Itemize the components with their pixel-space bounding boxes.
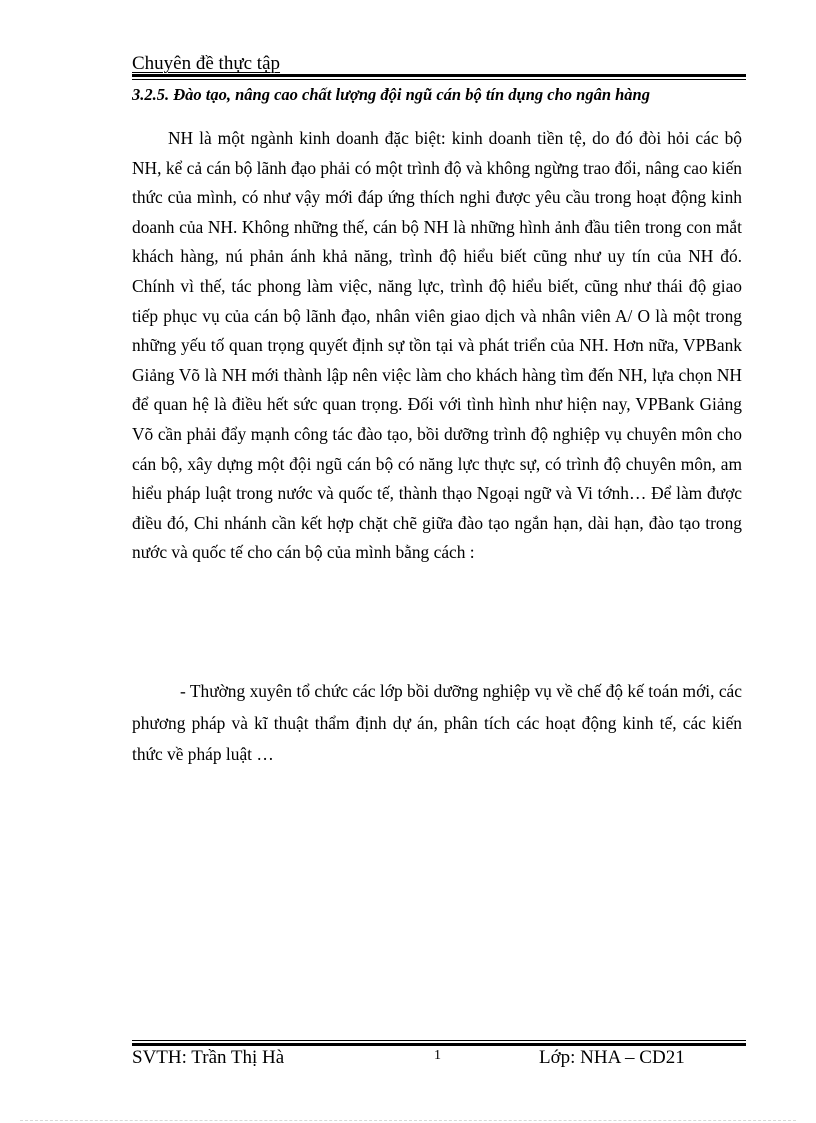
footer-rule-thin xyxy=(132,1040,746,1041)
header-rule-thick xyxy=(132,74,746,77)
running-header-title: Chuyên đề thực tập xyxy=(132,53,281,74)
footer-student-name: SVTH: Trần Thị Hà xyxy=(132,1047,285,1068)
body-paragraph: NH là một ngành kinh doanh đặc biệt: kinh doanh tiền tệ, do đó đòi hỏi các bộ NH, kể cả cán bộ lãnh đạo phải có một trình độ và không ngừng trao đổi, nâng cao kiến thức của mình, có như vậy mới đáp ứng thích nghi được yêu cầu trong hoạt động kinh doanh của NH. Không những thế, cán bộ NH là những hình ảnh đầu tiên trong con mắt khách hàng, nú phản ánh khả năng, trình độ hiểu biết cũng như uy tín của NH đó. Chính vì thế, tác phong làm việc, năng lực, trình độ hiểu biết, cũng như thái độ giao tiếp phục vụ của cán bộ lãnh đạo, nhân viên giao dịch và nhân viên A/ O là một trong những yếu tố quan trọng quyết định sự tồn tại và phát triển của NH. Hơn nữa, VPBank Giảng Võ là NH mới thành lập nên việc làm cho khách hàng tìm đến NH, lựa chọn NH để quan hệ là điều hết sức quan trọng. Đối với tình hình như hiện nay, VPBank Giảng Võ cần phải đẩy mạnh công tác đào tạo, bồi dưỡng trình độ nghiệp vụ chuyên môn cho cán bộ, xây dựng một đội ngũ cán bộ có năng lực thực sự, có trình độ chuyên môn, am hiểu pháp luật trong nước và quốc tế, thành thạo Ngoại ngữ và Vi tớnh… Để làm được điều đó, Chi nhánh cần kết hợp chặt chẽ giữa đào tạo ngắn hạn, dài hạn, đào tạo trong nước và quốc tế cho cán bộ của mình bằng cách : xyxy=(132,128,742,563)
footer-class-label: Lớp: NHA – CD21 xyxy=(539,1047,685,1068)
section-heading: 3.2.5. Đào tạo, nâng cao chất lượng đội ngũ cán bộ tín dụng cho ngân hàng xyxy=(132,85,650,104)
footer-page-number: 1 xyxy=(434,1048,441,1063)
bullet-paragraph: - Thường xuyên tổ chức các lớp bồi dưỡng nghiệp vụ về chế độ kế toán mới, các phương pháp và kĩ thuật thẩm định dự án, phân tích các hoạt động kinh tế, các kiến thức về pháp luật … xyxy=(132,681,742,764)
page-bottom-edge xyxy=(20,1120,796,1121)
header-rule-thin xyxy=(132,79,746,80)
